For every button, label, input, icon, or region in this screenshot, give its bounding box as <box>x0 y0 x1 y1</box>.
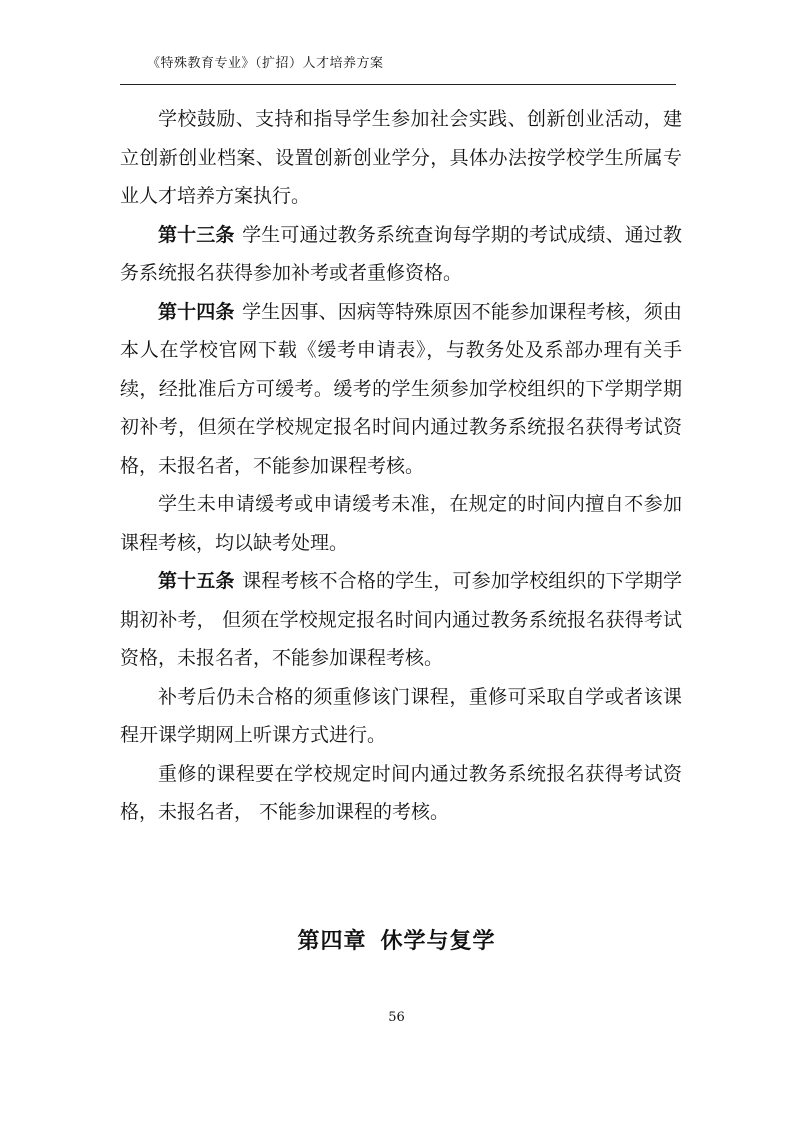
page-number: 56 <box>388 1010 405 1025</box>
paragraph-text: 学生因事、因病等特殊原因不能参加课程考核，须由本人在学校官网下载《缓考申请表》，与教务处及系部办理有关手续，经批准后方可缓考。缓考的学生须参加学校组织的下学期学期初补考，但须在学校规定报名时间内通过教务系统报名获得考试资格，未报名者，不能参加课程考核。 <box>120 300 682 477</box>
chapter-number: 第四章 <box>297 929 367 954</box>
paragraph-text: 补考后仍未合格的须重修该门课程，重修可采取自学或者该课程开课学期网上听课方式进行。 <box>120 685 682 746</box>
header-rule <box>120 84 676 85</box>
paragraph <box>120 678 682 755</box>
article-label: 第十三条 <box>158 223 235 246</box>
article-14 <box>120 293 682 486</box>
paragraph <box>120 755 682 832</box>
article-label: 第十四条 <box>158 300 235 323</box>
paragraph-text: 学校鼓励、支持和指导学生参加社会实践、创新创业活动，建立创新创业档案、设置创新创业学分，具体办法按学校学生所属专业人才培养方案执行。 <box>120 108 682 207</box>
chapter-heading <box>0 924 793 955</box>
article-13 <box>120 216 682 293</box>
paragraph <box>120 485 682 562</box>
article-label: 第十五条 <box>158 570 235 592</box>
paragraph <box>120 100 682 216</box>
paragraph-text: 学生未申请缓考或申请缓考未准，在规定的时间内擅自不参加课程考核，均以缺考处理。 <box>120 493 682 554</box>
paragraph-text: 重修的课程要在学校规定时间内通过教务系统报名获得考试资格，未报名者， 不能参加课程的考核。 <box>120 762 682 823</box>
document-body <box>120 100 682 832</box>
running-header: 《特殊教育专业》（扩招）人才培养方案 <box>147 56 384 71</box>
article-15 <box>120 562 682 678</box>
paragraph-text: 学生可通过教务系统查询每学期的考试成绩、通过教务系统报名获得参加补考或者重修资格。 <box>120 223 682 284</box>
paragraph-text: 课程考核不合格的学生，可参加学校组织的下学期学期初补考， 但须在学校规定报名时间内通过教务系统报名获得考试资格，未报名者，不能参加课程考核。 <box>120 570 682 669</box>
chapter-title: 休学与复学 <box>380 929 496 954</box>
